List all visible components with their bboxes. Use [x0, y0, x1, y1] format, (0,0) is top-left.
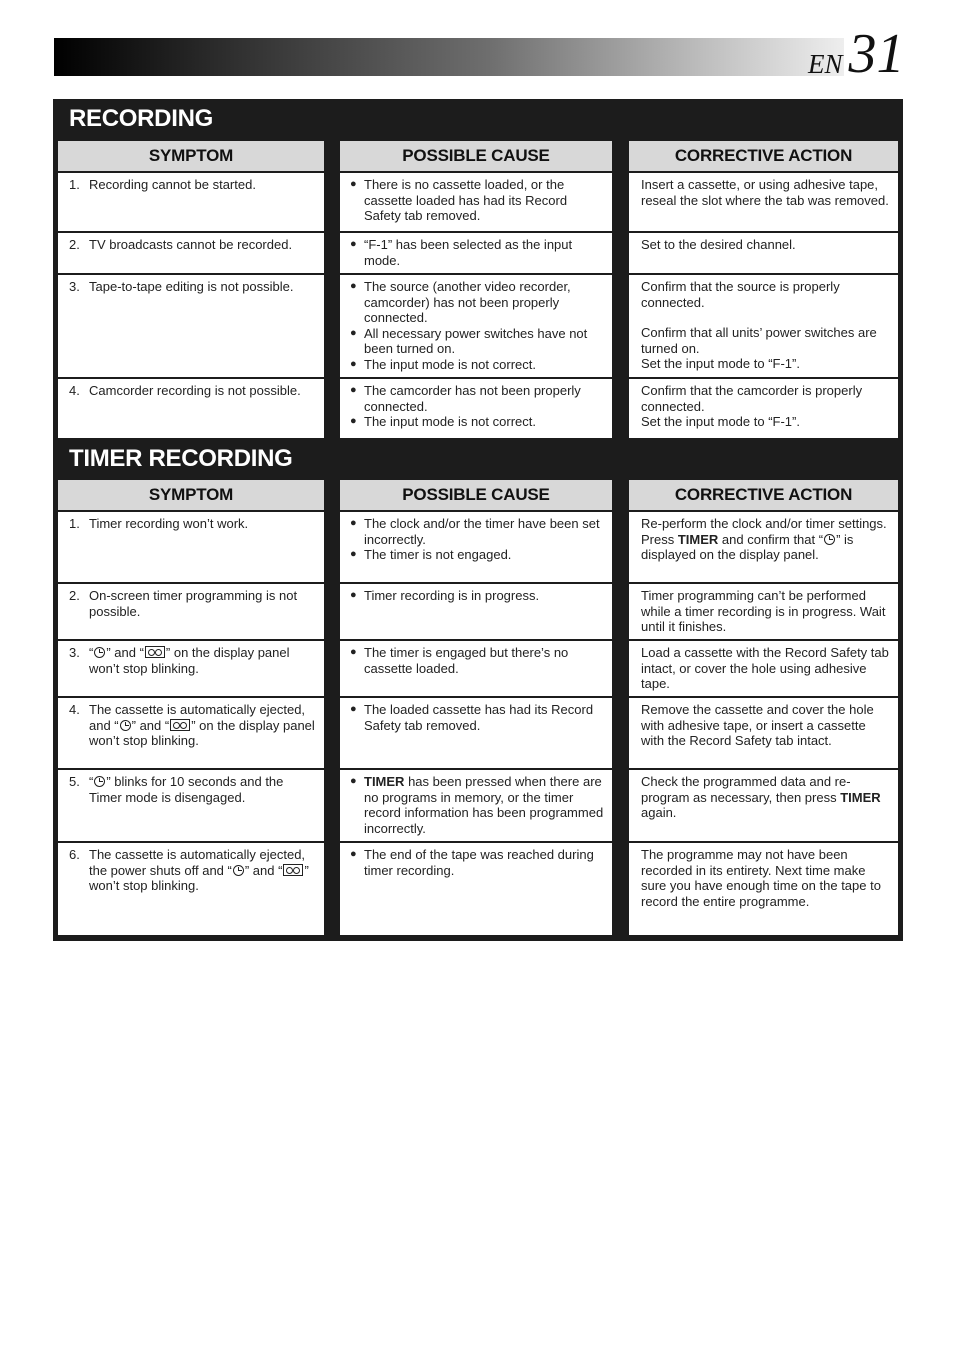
- column-header-symptom: SYMPTOM: [58, 480, 324, 512]
- symptom-text: Recording cannot be started.: [89, 177, 256, 192]
- cause-text: The clock and/or the timer have been set incorrectly.: [364, 516, 600, 547]
- table-row: 3. “ ” and “ ” on the display panel won’t stop blinking.: [58, 641, 324, 698]
- action-text: Confirm that all units’ power switches are turned on.: [641, 325, 877, 356]
- symptom-text: Timer recording won’t work.: [89, 516, 249, 531]
- symptom-text: “ ” blinks for 10 seconds and the Timer mode is disengaged.: [89, 774, 284, 805]
- table-row: 4. The cassette is automatically ejected, and “ ” and “ ” on the display panel won’t stop blinking.: [58, 698, 324, 770]
- table-row: [629, 641, 898, 698]
- cause-text: “F-1” has been selected as the input mode.: [364, 237, 573, 268]
- bullet-icon: ●: [350, 775, 357, 787]
- table-row: [629, 584, 898, 641]
- action-text: Confirm that the source is properly connected.: [641, 279, 840, 310]
- bullet-icon: ●: [350, 178, 357, 190]
- bullet-icon: ●: [350, 548, 357, 560]
- action-text: Press TIMER and confirm that “ ” is displayed on the display panel.: [641, 531, 854, 562]
- cause-text: The loaded cassette has had its Record Safety tab removed.: [364, 702, 594, 733]
- timer-action-column: [629, 480, 898, 935]
- symptom-text: Camcorder recording is not possible.: [89, 383, 301, 398]
- table-row: 5. “ ” blinks for 10 seconds and the Timer mode is disengaged.: [58, 770, 324, 843]
- cause-text: The source (another video recorder, camcorder) has not been properly connected.: [364, 279, 571, 325]
- cause-text: The input mode is not correct.: [364, 414, 536, 429]
- table-row: [629, 379, 898, 438]
- symptom-text: TV broadcasts cannot be recorded.: [89, 237, 293, 252]
- action-text: Set the input mode to “F-1”.: [641, 414, 800, 429]
- cassette-icon: [283, 864, 303, 876]
- symptom-text: On-screen timer programming is not possible.: [89, 588, 298, 619]
- cause-text: The timer is engaged but there’s no cassette loaded.: [364, 645, 569, 676]
- table-row: [340, 173, 612, 233]
- page-number: [808, 22, 905, 85]
- timer-cause-column: [340, 480, 612, 935]
- action-text: The programme may not have been recorded in its entirety. Next time make sure you have enough time on the tape to record the entire programme.: [641, 847, 881, 909]
- cassette-icon: [145, 646, 165, 658]
- column-header-action: CORRECTIVE ACTION: [629, 141, 898, 173]
- timer-clock-icon: [824, 534, 835, 545]
- section-title-timer-recording: TIMER RECORDING: [69, 445, 293, 472]
- table-row: 6. The cassette is automatically ejected, the power shuts off and “ ” and “ ” won’t stop blinking.: [58, 843, 324, 935]
- action-text: Confirm that the camcorder is properly connected.: [641, 383, 863, 414]
- action-text: Load a cassette with the Record Safety tab intact, or cover the hole using adhesive tape.: [641, 645, 889, 691]
- language-code: EN: [808, 49, 843, 79]
- cause-text: The timer is not engaged.: [364, 547, 512, 562]
- table-row: 4. Camcorder recording is not possible.: [69, 383, 301, 398]
- timer-clock-icon: [94, 647, 105, 658]
- action-text: Insert a cassette, or using adhesive tape, reseal the slot where the tab was removed.: [641, 177, 889, 208]
- bullet-icon: ●: [350, 848, 357, 860]
- troubleshooting-panel: [53, 99, 903, 941]
- cause-text: The camcorder has not been properly connected.: [364, 383, 581, 414]
- bullet-icon: ●: [350, 415, 357, 427]
- bullet-icon: ●: [350, 517, 357, 529]
- column-header-symptom: SYMPTOM: [58, 141, 324, 173]
- table-row: [340, 843, 612, 935]
- timer-clock-icon: [233, 865, 244, 876]
- cause-text: Timer recording is in progress.: [364, 588, 540, 603]
- table-row: [340, 275, 612, 379]
- table-row: [340, 233, 612, 275]
- header-gradient-bar: [54, 38, 844, 76]
- bullet-icon: ●: [350, 357, 357, 370]
- symptom-text: The cassette is automatically ejected, the power shuts off and “ ” and “ ” won’t stop blinking.: [89, 847, 309, 893]
- column-header-cause: POSSIBLE CAUSE: [340, 141, 612, 173]
- table-row: [629, 698, 898, 770]
- table-row: [340, 379, 612, 438]
- bullet-icon: ●: [350, 646, 357, 658]
- table-row: [340, 512, 612, 584]
- action-text: Check the programmed data and re-program as necessary, then press TIMER again.: [641, 774, 881, 820]
- table-row: [629, 512, 898, 584]
- table-row: [629, 770, 898, 843]
- action-text: Set the input mode to “F-1”.: [641, 356, 800, 371]
- table-row: [629, 233, 898, 275]
- bullet-icon: ●: [350, 703, 357, 715]
- table-row: 1. Timer recording won’t work.: [58, 512, 324, 584]
- bullet-icon: ●: [350, 326, 357, 339]
- page-number-value: 31: [848, 23, 905, 85]
- recording-symptom-column: [58, 141, 324, 438]
- table-row: [629, 173, 898, 233]
- bullet-icon: ●: [350, 238, 357, 250]
- table-row: [340, 770, 612, 843]
- column-header-action: CORRECTIVE ACTION: [629, 480, 898, 512]
- section-title-recording: RECORDING: [69, 105, 213, 132]
- symptom-text: The cassette is automatically ejected, and “ ” and “ ” on the display panel won’t stop blinking.: [89, 702, 315, 748]
- bullet-icon: ●: [350, 589, 357, 601]
- cause-text: There is no cassette loaded, or the cassette loaded has had its Record Safety tab removed.: [364, 177, 568, 223]
- cause-text: The input mode is not correct.: [364, 356, 536, 372]
- cause-text: All necessary power switches have not been turned on.: [364, 325, 588, 356]
- table-row: 2. On-screen timer programming is not possible.: [58, 584, 324, 641]
- symptom-text: Tape-to-tape editing is not possible.: [89, 279, 294, 294]
- table-row: [340, 584, 612, 641]
- symptom-text: “ ” and “ ” on the display panel won’t stop blinking.: [89, 645, 290, 676]
- table-row: 3. Tape-to-tape editing is not possible.: [58, 275, 324, 379]
- action-text: Timer programming can’t be performed while a timer recording is in progress. Wait until it finishes.: [641, 588, 886, 634]
- timer-clock-icon: [94, 776, 105, 787]
- recording-cause-column: [340, 141, 612, 438]
- table-row: [340, 641, 612, 698]
- bullet-icon: ●: [350, 280, 357, 292]
- recording-action-column: [629, 141, 898, 438]
- column-header-cause: POSSIBLE CAUSE: [340, 480, 612, 512]
- table-row: [629, 843, 898, 935]
- cassette-icon: [170, 719, 190, 731]
- cause-text: The end of the tape was reached during timer recording.: [364, 847, 594, 878]
- timer-clock-icon: [120, 720, 131, 731]
- table-row: [629, 275, 898, 379]
- table-row: 2. TV broadcasts cannot be recorded.: [58, 233, 324, 275]
- bullet-icon: ●: [350, 384, 357, 396]
- action-text: Remove the cassette and cover the hole with adhesive tape, or insert a cassette with the Record Safety tab intact.: [641, 702, 874, 748]
- table-row: [340, 698, 612, 770]
- table-row: 1. Recording cannot be started.: [58, 173, 324, 233]
- cause-text: TIMER has been pressed when there are no programs in memory, or the timer record information has been programmed incorrectly.: [364, 774, 604, 836]
- action-text: Set to the desired channel.: [641, 237, 796, 252]
- timer-symptom-column: [58, 480, 324, 935]
- action-text: Re-perform the clock and/or timer settings.: [641, 516, 887, 531]
